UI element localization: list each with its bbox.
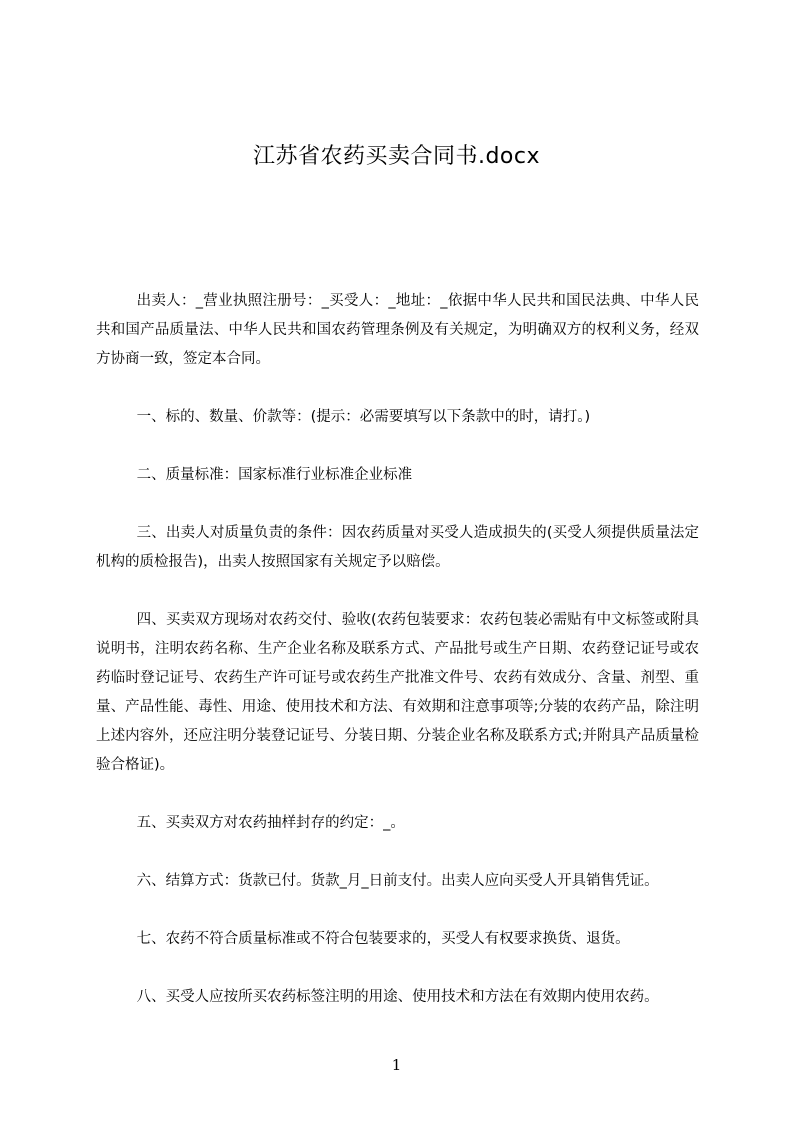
paragraph-clause-6: 六、结算方式：货款已付。货款_月_日前支付。出卖人应向买受人开具销售凭证。 [136,873,659,889]
paragraph-clause-5: 五、买卖双方对农药抽样封存的约定：_。 [136,815,405,831]
paragraph-clause-3: 三、出卖人对质量负责的条件：因农药质量对买受人造成损失的(买受人须提供质量法定机构的质检报告)，出卖人按照国家有关规定予以赔偿。 [96,525,699,570]
page-number: 1 [391,1056,402,1074]
document-body [96,287,699,1041]
paragraph-clause-1: 一、标的、数量、价款等：(提示：必需要填写以下条款中的时，请打。) [136,409,591,425]
paragraph-clause-8: 八、买受人应按所买农药标签注明的用途、使用技术和方法在有效期内使用农药。 [136,989,659,1005]
document-title: 江苏省农药买卖合同书.docx [252,144,541,169]
paragraph-preamble: 出卖人：_营业执照注册号：_买受人：_地址：_依据中华人民共和国民法典、中华人民共和国产品质量法、中华人民共和国农药管理条例及有关规定，为明确双方的权利义务，经双方协商一致，签定本合同。 [96,293,699,367]
paragraph-clause-2: 二、质量标准：国家标准行业标准企业标准 [136,467,413,483]
paragraph-clause-7: 七、农药不符合质量标准或不符合包装要求的，买受人有权要求换货、退货。 [136,931,630,947]
paragraph-clause-4: 四、买卖双方现场对农药交付、验收(农药包装要求：农药包装必需贴有中文标签或附具说明书，注明农药名称、生产企业名称及联系方式、产品批号或生产日期、农药登记证号或农药临时登记证号、农药生产许可证号或农药生产批准文件号、农药有效成分、含量、剂型、重量、产品性能、毒性、用途、使用技术和方法、有效期和注意事项等;分装的农药产品，除注明上述内容外，还应注明分装登记证号、分装日期、分装企业名称及联系方式;并附具产品质量检验合格证)。 [96,612,699,773]
